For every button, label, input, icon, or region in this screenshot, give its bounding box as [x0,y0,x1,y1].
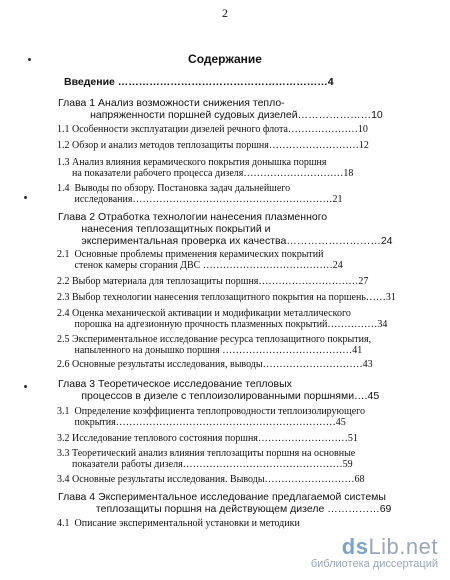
toc-entry-intro: Введение ……………………………………………………4 [64,76,334,88]
toc-entry-s22: 2.2 Выбор материала для теплозащиты поршня…………………………27 [57,276,369,287]
toc-entry-s41: 4.1 Описание экспериментальной установки и методики [57,518,300,529]
toc-entry-ch2: Глава 2 Отработка технологии нанесения плазменного нанесения теплозащитных покрытий и экспериментальная проверка их качества………………………24 [58,211,393,247]
toc-entry-s33: 3.3 Теоретический анализ влияния теплозащиты поршня на основные показатели работы дизеля…………………………………………59 [57,448,356,470]
toc-entry-s24: 2.4 Оценка механической активации и модификации металлического порошка на адгезионную прочность плазменных покрытий……………34 [57,308,388,330]
toc-entry-s21: 2.1 Основные проблемы применения керамических покрытий стенок камеры сгорания ДВС …………………………………24 [57,249,343,271]
toc-entry-ch4: Глава 4 Экспериментальное исследование предлагаемой системы теплозащиты поршня на действующем дизеле ……………69 [58,491,392,515]
scan-speck [24,196,27,199]
watermark-subtitle: библиотека диссертаций [310,558,438,570]
contents-title: Содержание [188,52,262,66]
toc-entry-s34: 3.4 Основные результаты исследования. Выводы………………………68 [57,474,365,485]
toc-entry-s23: 2.3 Выбор технологии нанесения теплозащитного покрытия на поршень……31 [57,292,396,303]
toc-entry-s13: 1.3 Анализ влияния керамического покрытия донышка поршня на показатели рабочего процесса дизеля…………………………18 [57,157,354,179]
toc-entry-s26: 2.6 Основные результаты исследования, выводы…………………………43 [57,359,373,370]
toc-entry-s32: 3.2 Исследование теплового состояния поршня………………………51 [57,433,358,444]
toc-entry-s31: 3.1 Определение коэффициента теплопроводности теплоизолирующего покрытия…………………………………………………………45 [57,406,366,428]
watermark-logo: dsLib.net [341,534,438,559]
toc-entry-ch3: Глава 3 Теоретическое исследование тепловых процессов в дизеле с теплоизолированными поршнями….45 [58,378,380,402]
toc-entry-s12: 1.2 Обзор и анализ методов теплозащиты поршня………………………12 [57,140,369,151]
toc-entry-s25: 2.5 Экспериментальное исследование ресурса теплозащитного покрытия, напыленного на донышко поршня …………………………………41 [57,334,372,356]
toc-entry-s11: 1.1 Особенности эксплуатации дизелей речного флота…………………10 [57,124,368,135]
scan-speck [24,385,27,388]
toc-entry-ch1: Глава 1 Анализ возможности снижения тепло- напряженности поршней судовых дизелей…………………10 [58,97,383,121]
page-number: 2 [222,6,228,20]
toc-entry-s14: 1.4 Выводы по обзору. Постановка задач дальнейшего исследования……………………………………………………21 [57,183,343,205]
watermark [311,534,438,570]
